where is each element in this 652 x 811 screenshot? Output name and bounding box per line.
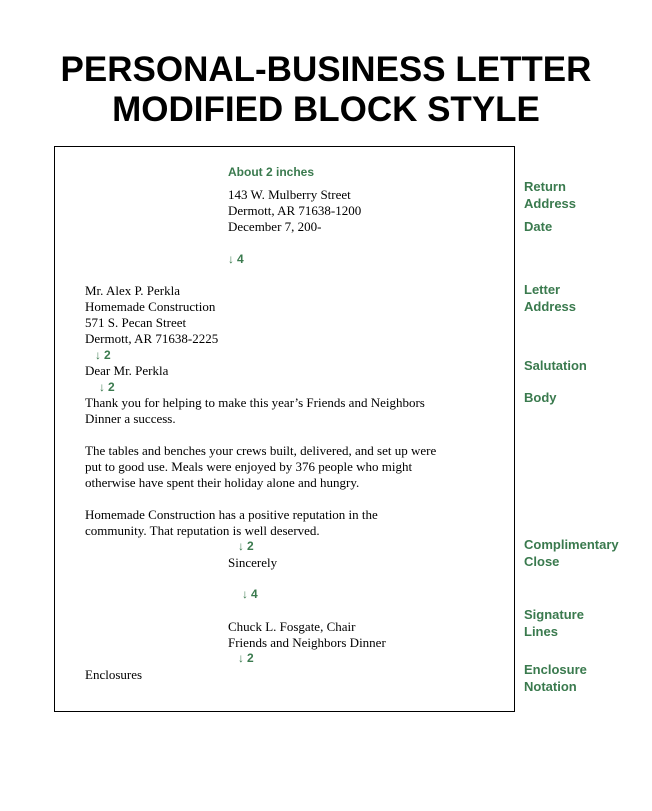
down-arrow-icon: ↓ xyxy=(238,651,244,665)
spacing-count: 4 xyxy=(251,587,258,601)
label-line: Complimentary xyxy=(524,537,619,552)
letter-address-line-4: Dermott, AR 71638-2225 xyxy=(85,331,219,346)
complimentary-close-line: Sincerely xyxy=(228,555,278,570)
label-line: Return xyxy=(524,179,566,194)
letter-address-line-1: Mr. Alex P. Perkla xyxy=(85,283,180,298)
down-arrow-icon: ↓ xyxy=(99,380,105,394)
spacing-count: 2 xyxy=(247,539,254,553)
label-line: Address xyxy=(524,299,577,314)
body-line: Homemade Construction has a positive reputation in the xyxy=(85,507,378,522)
title-line-2: MODIFIED BLOCK STYLE xyxy=(112,90,540,129)
spacing-count: 2 xyxy=(108,380,115,394)
signature-line-1: Chuck L. Fosgate, Chair xyxy=(228,619,356,634)
label-salutation xyxy=(524,357,587,374)
date-line: December 7, 200- xyxy=(228,219,322,234)
body-line: otherwise have spent their holiday alone and hungry. xyxy=(85,475,360,490)
body-line: Dinner a success. xyxy=(85,411,176,426)
letter-address-line-3: 571 S. Pecan Street xyxy=(85,315,187,330)
spacing-marker xyxy=(238,650,254,666)
label-line: Enclosure xyxy=(524,662,587,677)
page-title xyxy=(0,50,652,130)
label-line: Address xyxy=(524,196,577,211)
label-enclosure-notation xyxy=(524,661,587,695)
down-arrow-icon: ↓ xyxy=(242,587,248,601)
enclosure-line: Enclosures xyxy=(85,667,143,682)
spacing-marker xyxy=(238,538,254,554)
label-line: Salutation xyxy=(524,358,587,373)
label-line: Letter xyxy=(524,282,561,297)
down-arrow-icon: ↓ xyxy=(238,539,244,553)
salutation-line: Dear Mr. Perkla xyxy=(85,363,169,378)
label-line: Date xyxy=(524,219,553,234)
spacing-marker xyxy=(242,586,258,602)
label-line: Body xyxy=(524,390,557,405)
spacing-count: 2 xyxy=(104,348,111,362)
down-arrow-icon: ↓ xyxy=(228,252,234,266)
label-line: Lines xyxy=(524,624,558,639)
down-arrow-icon: ↓ xyxy=(95,348,101,362)
label-date xyxy=(524,218,552,235)
return-address-line-1: 143 W. Mulberry Street xyxy=(228,187,351,202)
return-address-line-2: Dermott, AR 71638-1200 xyxy=(228,203,362,218)
label-signature-lines xyxy=(524,606,584,640)
body-line: put to good use. Meals were enjoyed by 376 people who might xyxy=(85,459,413,474)
spacing-marker xyxy=(99,379,115,395)
label-line: Close xyxy=(524,554,560,569)
spacing-count: 2 xyxy=(247,651,254,665)
letter-address-line-2: Homemade Construction xyxy=(85,299,216,314)
top-margin-note: About 2 inches xyxy=(228,165,315,179)
label-return-address xyxy=(524,178,576,212)
label-complimentary-close xyxy=(524,536,619,570)
label-line: Signature xyxy=(524,607,584,622)
label-body xyxy=(524,389,557,406)
spacing-count: 4 xyxy=(237,252,244,266)
signature-line-2: Friends and Neighbors Dinner xyxy=(228,635,386,650)
spacing-marker xyxy=(228,251,244,267)
label-line: Notation xyxy=(524,679,577,694)
spacing-marker xyxy=(95,347,111,363)
label-letter-address xyxy=(524,281,576,315)
body-line: Thank you for helping to make this year’s Friends and Neighbors xyxy=(85,395,425,410)
title-line-1: PERSONAL-BUSINESS LETTER xyxy=(60,50,592,89)
body-line: community. That reputation is well deserved. xyxy=(85,523,320,538)
body-line: The tables and benches your crews built, delivered, and set up were xyxy=(85,443,437,458)
